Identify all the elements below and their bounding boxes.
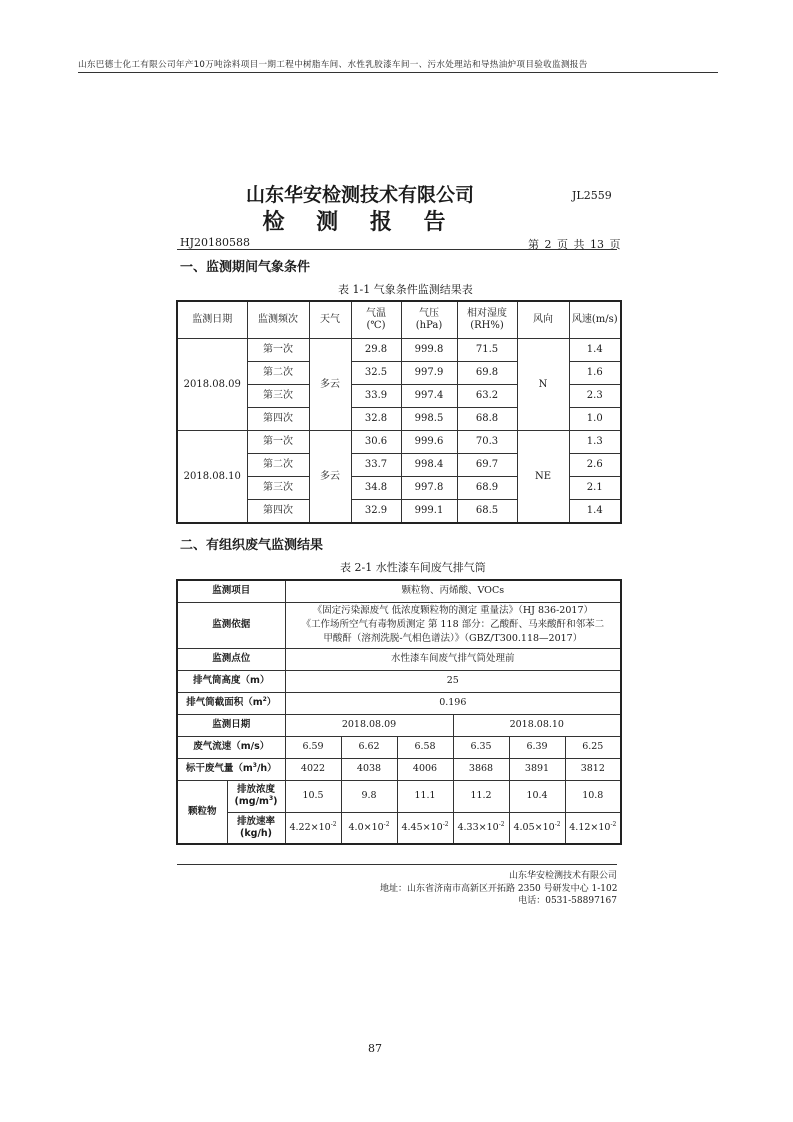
std-flow-cell: 4022 — [285, 758, 341, 780]
freq-cell: 第三次 — [247, 477, 309, 500]
std-flow-cell: 3891 — [509, 758, 565, 780]
humidity-cell: 69.7 — [457, 454, 517, 477]
point-value: 水性漆车间废气排气筒处理前 — [285, 648, 621, 670]
freq-cell: 第四次 — [247, 500, 309, 524]
freq-cell: 第二次 — [247, 362, 309, 385]
pressure-cell: 999.8 — [401, 339, 457, 362]
pressure-cell: 998.5 — [401, 408, 457, 431]
footer-rule — [177, 864, 617, 865]
item-label: 监测项目 — [177, 580, 285, 602]
humidity-cell: 71.5 — [457, 339, 517, 362]
pressure-cell: 997.9 — [401, 362, 457, 385]
pressure-cell: 997.4 — [401, 385, 457, 408]
temp-cell: 34.8 — [351, 477, 401, 500]
flow-cell: 6.39 — [509, 736, 565, 758]
wind-direction-cell: N — [517, 339, 569, 431]
header-weather: 天气 — [309, 301, 351, 339]
temp-cell: 30.6 — [351, 431, 401, 454]
table-row — [177, 431, 621, 454]
concentration-cell: 11.2 — [453, 780, 509, 812]
humidity-cell: 70.3 — [457, 431, 517, 454]
wind-speed-cell: 1.3 — [569, 431, 621, 454]
footer-company: 山东华安检测技术有限公司 — [508, 871, 617, 881]
humidity-cell: 68.9 — [457, 477, 517, 500]
temp-cell: 32.5 — [351, 362, 401, 385]
std-flow-cell: 4038 — [341, 758, 397, 780]
footer-address: 地址：山东省济南市高新区开拓路 2350 号研发中心 1-102 — [380, 884, 618, 894]
table-row — [177, 736, 621, 758]
date-cell: 2018.08.09 — [177, 339, 247, 431]
temp-cell: 32.8 — [351, 408, 401, 431]
weather-cell: 多云 — [309, 339, 351, 431]
table-row — [177, 339, 621, 362]
company-name: 山东华安检测技术有限公司 — [245, 184, 474, 206]
std-flow-cell: 3868 — [453, 758, 509, 780]
area-label: 排气筒截面积$(m^2)$ — [177, 692, 285, 714]
table-row — [177, 692, 621, 714]
temp-cell: 33.7 — [351, 454, 401, 477]
table-row — [177, 758, 621, 780]
concentration-cell: 11.1 — [397, 780, 453, 812]
rate-cell: $4.05\times 10^{-2}$ — [509, 812, 565, 844]
table-row — [177, 648, 621, 670]
flow-label: 废气流速（m/s） — [177, 736, 285, 758]
wind-speed-cell: 2.6 — [569, 454, 621, 477]
humidity-cell: 68.8 — [457, 408, 517, 431]
rate-label: 排放速率 (kg/h) — [227, 812, 285, 844]
pressure-cell: 997.8 — [401, 477, 457, 500]
date-cell: 2018.08.10 — [177, 431, 247, 524]
header-humidity: 相对湿度 (RH%) — [457, 301, 517, 339]
date-value: 2018.08.10 — [453, 714, 621, 736]
rate-cell: $4.12\times 10^{-2}$ — [565, 812, 621, 844]
table-2-caption: 表 2-1 水性漆车间废气排气筒 — [340, 561, 486, 574]
section-1-title: 一、监测期间气象条件 — [180, 260, 311, 275]
footer-phone: 电话：0531-58897167 — [518, 896, 617, 906]
flow-cell: 6.59 — [285, 736, 341, 758]
pressure-cell: 999.1 — [401, 500, 457, 524]
humidity-cell: 68.5 — [457, 500, 517, 524]
point-label: 监测点位 — [177, 648, 285, 670]
basis-value — [285, 602, 621, 648]
weather-cell: 多云 — [309, 431, 351, 524]
table-row — [177, 602, 621, 648]
weather-table — [176, 300, 622, 524]
freq-cell: 第一次 — [247, 339, 309, 362]
header-date: 监测日期 — [177, 301, 247, 339]
item-value: 颗粒物、丙烯酸、VOCs — [285, 580, 621, 602]
table-row — [177, 812, 621, 844]
wind-speed-cell: 2.3 — [569, 385, 621, 408]
header-rule — [78, 72, 718, 73]
flow-cell: 6.62 — [341, 736, 397, 758]
date-label: 监测日期 — [177, 714, 285, 736]
freq-cell: 第四次 — [247, 408, 309, 431]
rate-cell: $4.33\times 10^{-2}$ — [453, 812, 509, 844]
report-title: 检 测 报 告 — [262, 210, 458, 235]
header-wind-speed: 风速(m/s) — [569, 301, 621, 339]
std-flow-cell: 3812 — [565, 758, 621, 780]
wind-direction-cell: NE — [517, 431, 569, 524]
height-value: 25 — [285, 670, 621, 692]
table-1-caption: 表 1-1 气象条件监测结果表 — [338, 283, 473, 296]
freq-cell: 第二次 — [247, 454, 309, 477]
wind-speed-cell: 1.0 — [569, 408, 621, 431]
freq-cell: 第三次 — [247, 385, 309, 408]
rate-cell: $4.0\times 10^{-2}$ — [341, 812, 397, 844]
section-2-title: 二、有组织废气监测结果 — [180, 538, 324, 553]
header-frequency: 监测频次 — [247, 301, 309, 339]
header-pressure: 气压 (hPa) — [401, 301, 457, 339]
table-header-row — [177, 301, 621, 339]
wind-speed-cell: 1.4 — [569, 339, 621, 362]
page-info: 第 2 页 共 13 页 — [528, 238, 621, 251]
std-flow-label: 标干废气量$(m^3/h)$ — [177, 758, 285, 780]
pressure-cell: 998.4 — [401, 454, 457, 477]
basis-line: 《固定污染源废气 低浓度颗粒物的测定 重量法》（HJ 836-2017） — [312, 605, 593, 616]
table-row — [177, 670, 621, 692]
report-number: HJ20180588 — [180, 236, 250, 249]
flow-cell: 6.58 — [397, 736, 453, 758]
date-value: 2018.08.09 — [285, 714, 453, 736]
rate-cell: $4.22\times 10^{-2}$ — [285, 812, 341, 844]
wind-speed-cell: 2.1 — [569, 477, 621, 500]
concentration-cell: 10.4 — [509, 780, 565, 812]
wind-speed-cell: 1.6 — [569, 362, 621, 385]
wind-speed-cell: 1.4 — [569, 500, 621, 524]
table-row — [177, 780, 621, 812]
document-code: JL2559 — [572, 189, 612, 202]
table-row — [177, 714, 621, 736]
area-value: 0.196 — [285, 692, 621, 714]
concentration-cell: 10.5 — [285, 780, 341, 812]
temp-cell: 33.9 — [351, 385, 401, 408]
exhaust-table — [176, 579, 622, 845]
std-flow-cell: 4006 — [397, 758, 453, 780]
flow-cell: 6.25 — [565, 736, 621, 758]
freq-cell: 第一次 — [247, 431, 309, 454]
flow-cell: 6.35 — [453, 736, 509, 758]
temp-cell: 29.8 — [351, 339, 401, 362]
humidity-cell: 69.8 — [457, 362, 517, 385]
concentration-label: 排放浓度 $(mg/m^3)$ — [227, 780, 285, 812]
header-temperature: 气温 (℃) — [351, 301, 401, 339]
basis-line: 《工作场所空气有毒物质测定 第 118 部分：乙酸酐、马来酸酐和邻苯二 — [301, 619, 605, 630]
pm-label: 颗粒物 — [177, 780, 227, 844]
header-wind-direction: 风向 — [517, 301, 569, 339]
table-row — [177, 580, 621, 602]
temp-cell: 32.9 — [351, 500, 401, 524]
concentration-cell: 10.8 — [565, 780, 621, 812]
concentration-cell: 9.8 — [341, 780, 397, 812]
info-rule — [177, 249, 617, 250]
page-number: 87 — [368, 1042, 382, 1055]
running-header: 山东巴德士化工有限公司年产10万吨涂料项目一期工程中树脂车间、水性乳胶漆车间一、污水处理站和导热油炉项目验收监测报告 — [78, 60, 588, 70]
humidity-cell: 63.2 — [457, 385, 517, 408]
height-label: 排气筒高度（m） — [177, 670, 285, 692]
basis-line: 甲酸酐（溶剂洗脱-气相色谱法）》（GBZ/T300.118—2017） — [323, 633, 583, 644]
basis-label: 监测依据 — [177, 602, 285, 648]
rate-cell: $4.45\times 10^{-2}$ — [397, 812, 453, 844]
pressure-cell: 999.6 — [401, 431, 457, 454]
